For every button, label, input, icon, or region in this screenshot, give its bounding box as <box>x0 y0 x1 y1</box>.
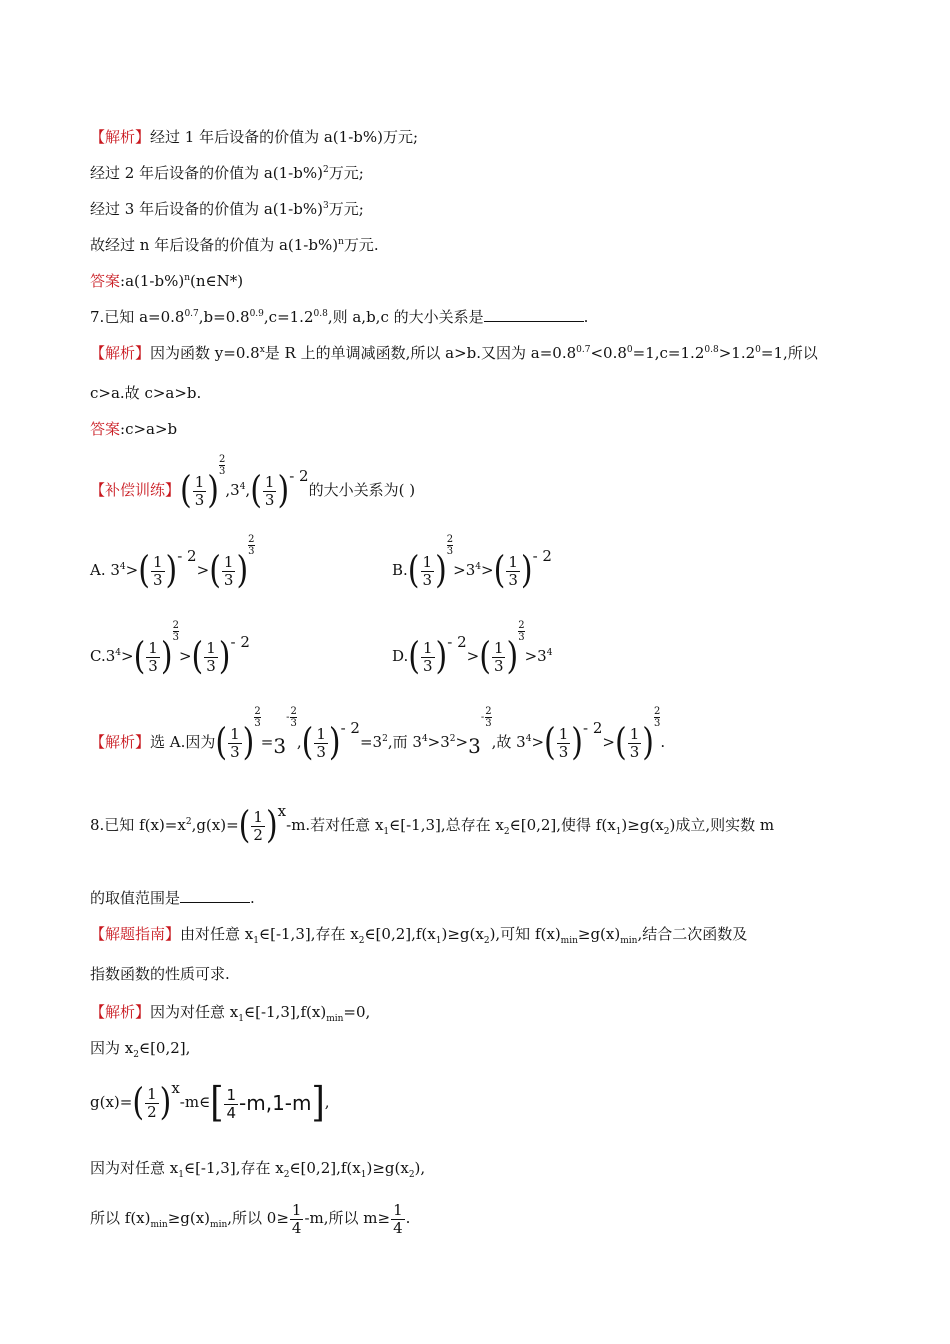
analysis-line-1: 【解析】经过 1 年后设备的价值为 a(1-b%)万元; <box>90 128 419 146</box>
answer-blank-8 <box>180 888 250 903</box>
analysis-line-4: 故经过 n 年后设备的价值为 $a(1-b\%)^n$万元. <box>90 236 379 254</box>
analysis-8-line-5: 所以 $f(x)_{min}\ge g(x)_{min}$,所以 0≥ $\frac{1}{4}$ -m,所以 m≥ $\frac{1}{4}$ . <box>90 1200 411 1237</box>
question-7: 7.已知 $a=0.8^{0.7},b=0.8^{0.9},c=1.2^{0.8}$,则 a,b,c 的大小关系是 . <box>90 308 589 326</box>
question-8: 8.已知 $f(x)=x^2,g(x)=$ ( $\frac{1}{2}$ ) x-m.若对任意 $x_1\in[-1,3]$,总存在 $x_2\in[0,2]$,使得 $f(x_1)\ge g(x_2)$成立,则实数 m <box>90 802 775 848</box>
option-b[interactable]: B. ( $\frac{1}{3}$ ) $\frac{2}{3}$ $>3^4>$ ( $\frac{1}{3}$ ) - 2 <box>392 534 552 593</box>
compensation-analysis: 【解析】选 A.因为 ( $\frac{1}{3}$ ) $\frac{2}{3}$ =3 - 2 3 , ( $\frac{1}{3}$ ) - $2=3^2$,而 $3^4>3^2>3$ - 2 3 ,故 $3^4>$ ( $\frac{1}{3}$ ) - 2> ( $\frac{1}{3}$ ) $\frac{2}{3}$ . <box>90 706 666 765</box>
solution-guide-line-2: 指数函数的性质可求. <box>90 965 230 983</box>
analysis-8-g-range: g(x)= ( $\frac{1}{2}$ ) x-m∈[ $\frac{1}{4}$ -m,1-m], <box>90 1079 330 1127</box>
answer-blank <box>484 307 584 322</box>
option-d[interactable]: D. ( $\frac{1}{3}$ ) - 2> ( $\frac{1}{3}$ ) $\frac{2}{3}$ $>3^4$ <box>392 620 553 679</box>
analysis-8-line-1: 【解析】因为对任意 $x_1\in[-1,3],f(x)_{min}=0$, <box>90 1003 371 1024</box>
analysis-8-line-2: 因为 $x_2\in[0,2]$, <box>90 1039 191 1060</box>
solution-guide-line-1: 【解题指南】由对任意 $x_1\in[-1,3]$,存在 $x_2\in[0,2],f(x_1)\ge g(x_2)$,可知 $f(x)_{min}\ge g(x)_{min}$,结合二次函数及 <box>90 925 748 946</box>
option-c[interactable]: $C.3^4>$ ( $\frac{1}{3}$ ) $\frac{2}{3}$ > ( $\frac{1}{3}$ ) - 2 <box>90 620 250 679</box>
question-8-line-2: 的取值范围是 . <box>90 889 255 907</box>
answer-7: 答案:c>a>b <box>90 420 178 438</box>
analysis-7-line-1: 【解析】因为函数 $y=0.8^x$是 R 上的单调减函数,所以 a>b.又因为 $a=0.8^{0.7}<0.8^0=1,c=1.2^{0.8}>1.2^0=1$,所以 <box>90 344 818 362</box>
analysis-line-3: 经过 3 年后设备的价值为 $a(1-b\%)^3$万元; <box>90 200 364 218</box>
option-a[interactable]: A. $3^4>$ ( $\frac{1}{3}$ ) - 2> ( $\frac{1}{3}$ ) $\frac{2}{3}$ <box>90 534 255 593</box>
answer-6: 答案$:a(1-b\%)^n(n\in N*)$ <box>90 272 244 290</box>
analysis-7-line-2: c>a.故 c>a>b. <box>90 384 202 402</box>
analysis-line-2: 经过 2 年后设备的价值为 $a(1-b\%)^2$万元; <box>90 164 364 182</box>
analysis-label: 【解析】 <box>90 128 151 146</box>
analysis-8-line-4: 因为对任意 $x_1\in[-1,3]$,存在 $x_2\in[0,2],f(x_1)\ge g(x_2)$, <box>90 1159 426 1180</box>
compensation-question: 【补偿训练】 ( $\frac{1}{3}$ ) $\frac{2}{3}$ $,3^4$, ( $\frac{1}{3}$ ) - 2的大小关系为( ) <box>90 454 416 513</box>
